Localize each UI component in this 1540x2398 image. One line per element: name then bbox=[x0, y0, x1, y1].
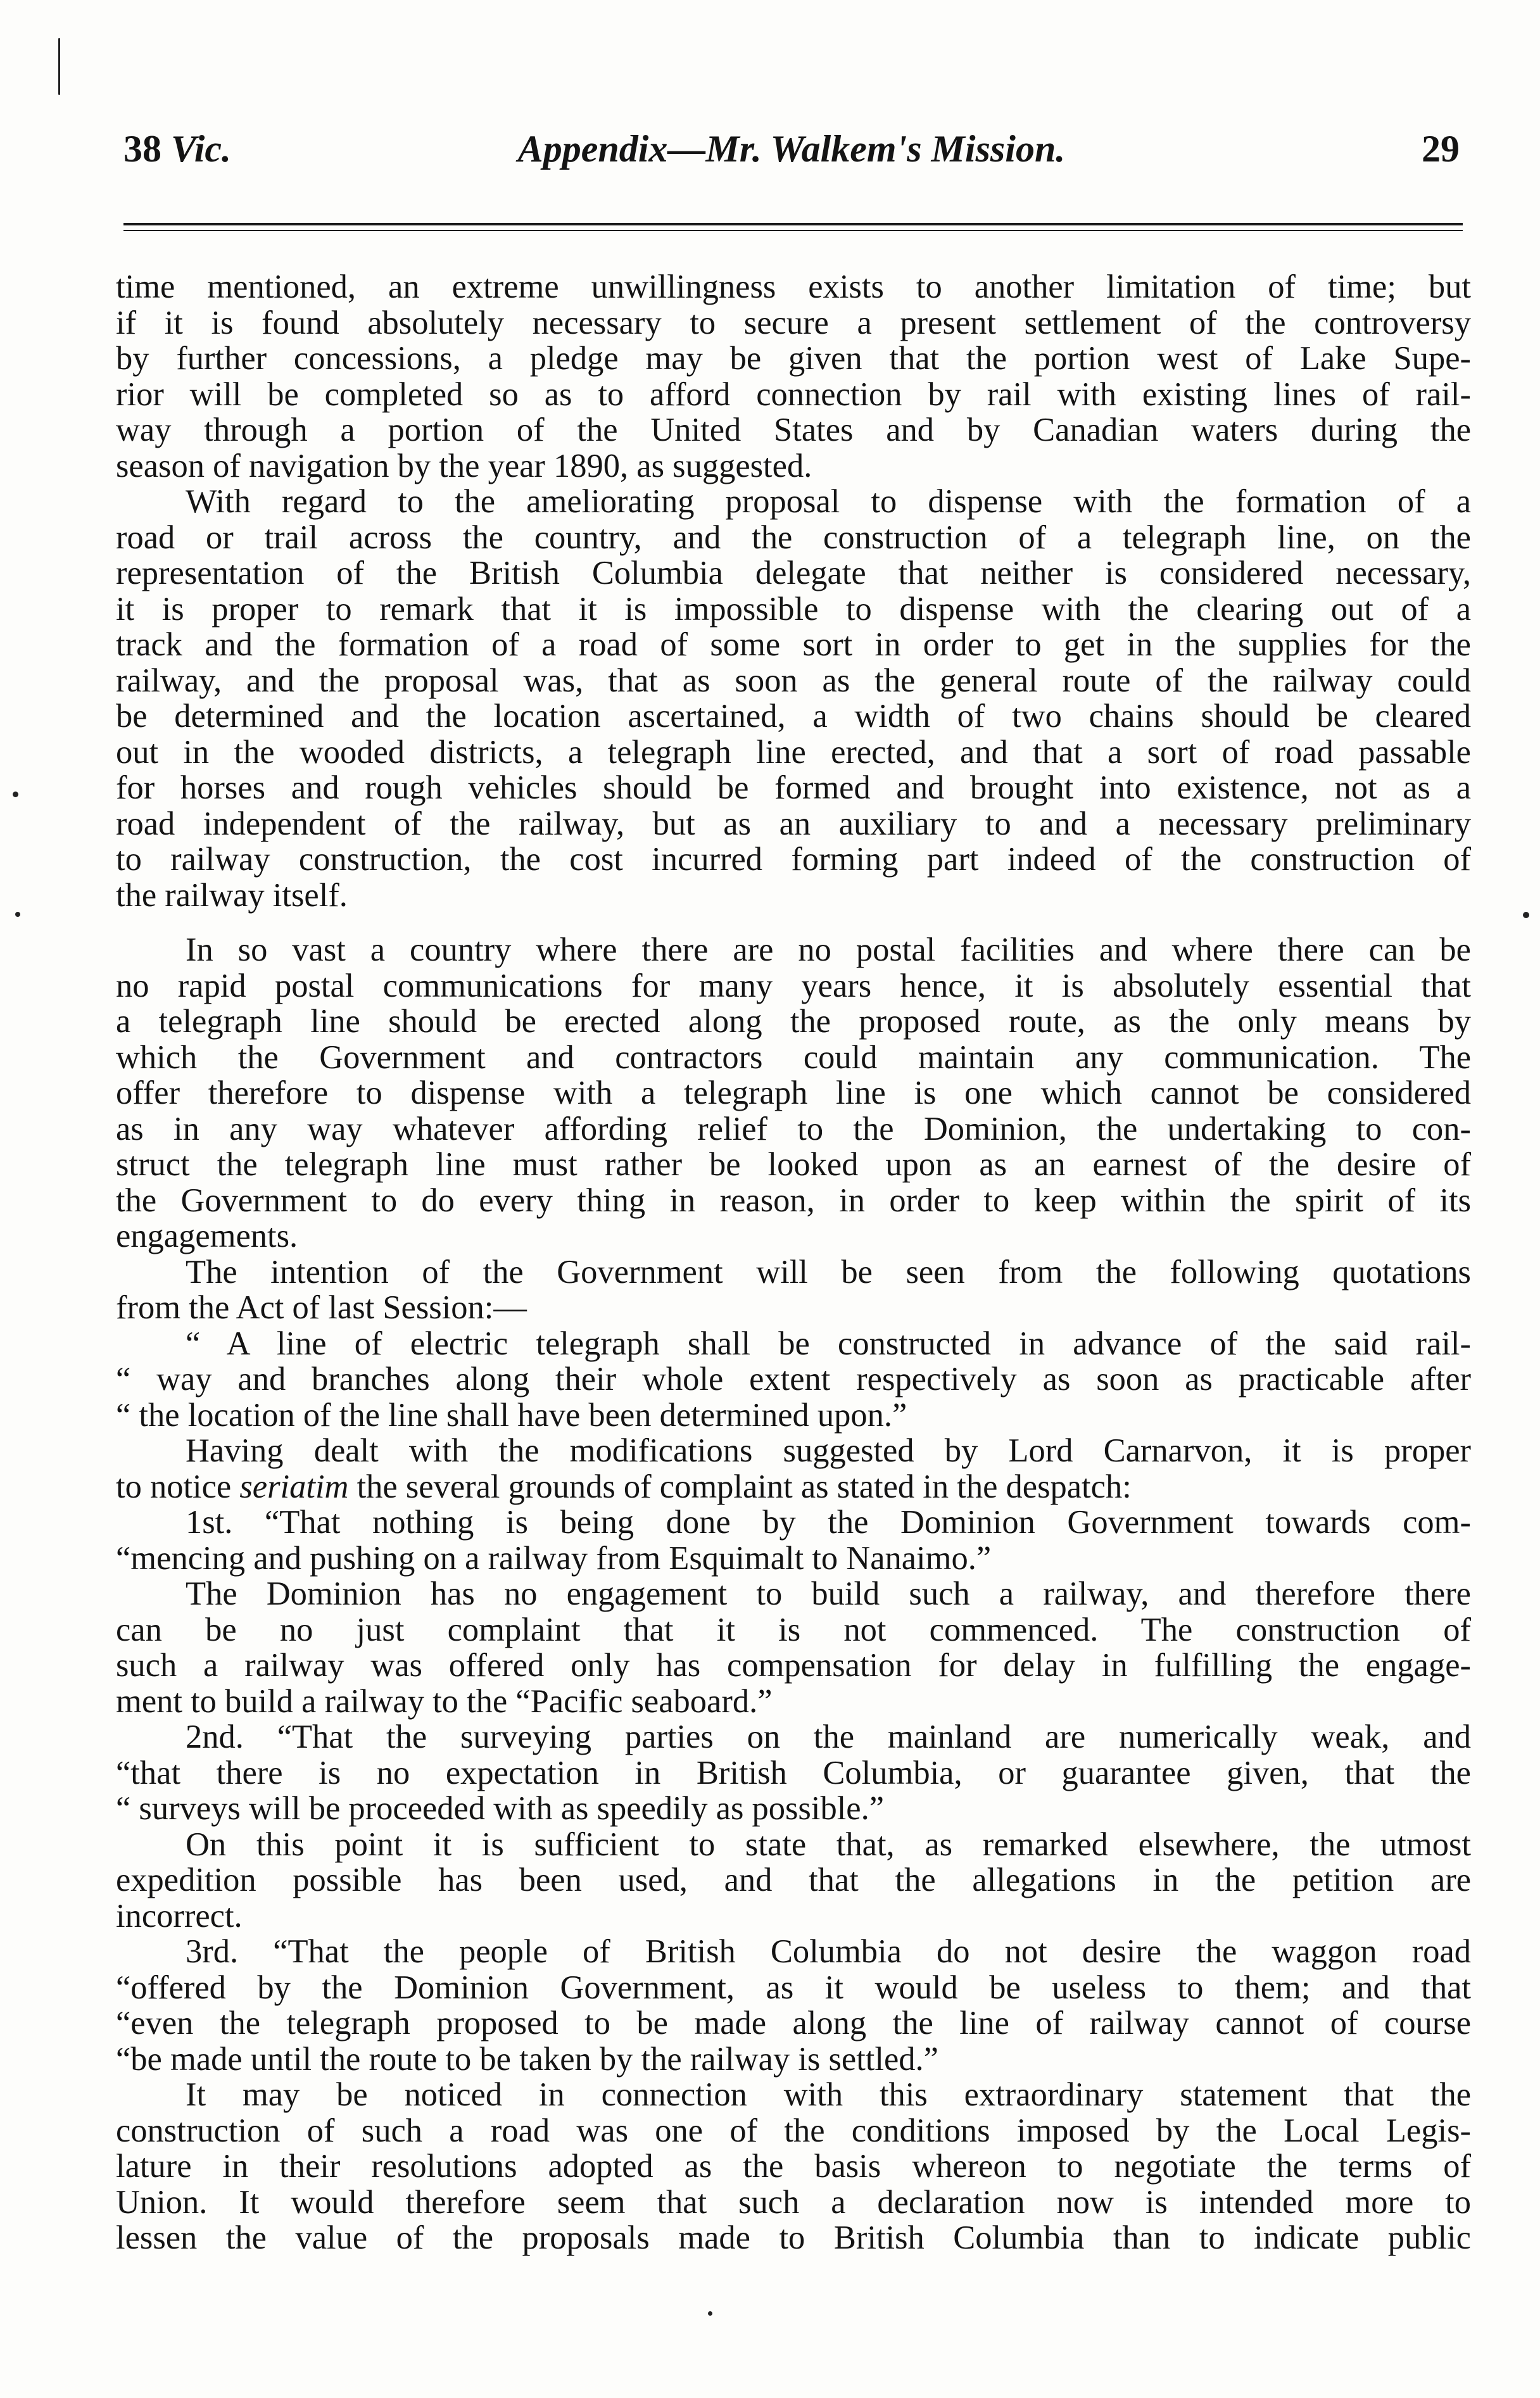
text-line: “even the telegraph proposed to be made along the line of railway cannot of course bbox=[116, 2005, 1471, 2041]
text-line: representation of the British Columbia delegate that neither is considered necessary, bbox=[116, 555, 1471, 591]
text-line: for horses and rough vehicles should be formed and brought into existence, not as a bbox=[116, 769, 1471, 806]
text-line: 2nd. “That the surveying parties on the mainland are numerically weak, and bbox=[186, 1719, 1471, 1755]
scan-speck bbox=[15, 912, 20, 917]
scan-speck bbox=[13, 792, 18, 797]
text-line: road or trail across the country, and the construction of a telegraph line, on the bbox=[116, 519, 1471, 556]
text-line: incorrect. bbox=[116, 1897, 243, 1934]
text-line: “ surveys will be proceeded with as speedily as possible.” bbox=[116, 1790, 885, 1827]
text-line: The intention of the Government will be seen from the following quotations bbox=[186, 1253, 1471, 1291]
text-line: the Government to do every thing in reason, in order to keep within the spirit of its bbox=[116, 1182, 1471, 1219]
text-line: With regard to the ameliorating proposal to dispense with the formation of a bbox=[186, 483, 1471, 520]
text-line: “be made until the route to be taken by the railway is settled.” bbox=[116, 2040, 938, 2078]
text-line: rior will be completed so as to afford connection by rail with existing lines of rail- bbox=[116, 375, 1471, 413]
text-line: be determined and the location ascertained, a width of two chains should be cleared bbox=[116, 698, 1471, 735]
text-line: such a railway was offered only has compensation for delay in fulfilling the engage- bbox=[116, 1647, 1471, 1684]
text-line: Having dealt with the modifications suggested by Lord Carnarvon, it is proper bbox=[186, 1432, 1471, 1469]
text-line: out in the wooded districts, a telegraph line erected, and that a sort of road passable bbox=[116, 733, 1471, 771]
text-line: “offered by the Dominion Government, as it would be useless to them; and that bbox=[116, 1969, 1471, 2006]
text-line: “that there is no expectation in British Columbia, or guarantee given, that the bbox=[116, 1754, 1471, 1791]
page-number: 29 bbox=[1422, 128, 1460, 170]
body-text bbox=[116, 269, 1471, 2256]
text-line: can be no just complaint that it is not commenced. The construction of bbox=[116, 1611, 1471, 1648]
text-line: to railway construction, the cost incurred forming part indeed of the construction of bbox=[116, 841, 1471, 878]
text-line: 3rd. “That the people of British Columbia do not desire the waggon road bbox=[186, 1933, 1471, 1970]
text-line: road independent of the railway, but as an auxiliary to and a necessary preliminary bbox=[116, 805, 1471, 842]
text-line: time mentioned, an extreme unwillingness exists to another limitation of time; but bbox=[116, 268, 1471, 305]
text-line: 1st. “That nothing is being done by the Dominion Government towards com- bbox=[186, 1504, 1471, 1541]
header-rule-thick bbox=[123, 223, 1463, 225]
text-line: offer therefore to dispense with a telegraph line is one which cannot be considered bbox=[116, 1075, 1471, 1111]
text-line: struct the telegraph line must rather be looked upon as an earnest of the desire of bbox=[116, 1146, 1471, 1183]
text-line: ment to build a railway to the “Pacific seaboard.” bbox=[116, 1682, 773, 1720]
text-line: as in any way whatever affording relief to the Dominion, the undertaking to con- bbox=[116, 1110, 1471, 1147]
text-line: It may be noticed in connection with this extraordinary statement that the bbox=[186, 2076, 1471, 2113]
session-number: 38 bbox=[123, 128, 161, 170]
session-suffix: Vic. bbox=[171, 128, 232, 170]
text-line: railway, and the proposal was, that as soon as the general route of the railway could bbox=[116, 662, 1471, 699]
text-line: if it is found absolutely necessary to secure a present settlement of the controversy bbox=[116, 304, 1471, 341]
text-line: “ the location of the line shall have been determined upon.” bbox=[116, 1396, 907, 1434]
text-line: construction of such a road was one of the conditions imposed by the Local Legis- bbox=[116, 2112, 1471, 2149]
text-line: “ way and branches along their whole extent respectively as soon as practicable after bbox=[116, 1361, 1471, 1398]
text-line: no rapid postal communications for many years hence, it is absolutely essential that bbox=[116, 967, 1471, 1004]
text-line: which the Government and contractors could maintain any communication. The bbox=[116, 1038, 1471, 1076]
scan-speck bbox=[708, 2311, 712, 2316]
text-line: On this point it is sufficient to state that, as remarked elsewhere, the utmost bbox=[186, 1826, 1471, 1863]
text-line: it is proper to remark that it is impossible to dispense with the clearing out of a bbox=[116, 590, 1471, 628]
text-line: “ A line of electric telegraph shall be constructed in advance of the said rail- bbox=[186, 1325, 1471, 1362]
text-line: engagements. bbox=[116, 1218, 298, 1254]
text-line: from the Act of last Session:— bbox=[116, 1289, 527, 1326]
scan-speck bbox=[58, 38, 60, 95]
text-line: In so vast a country where there are no postal facilities and where there can be bbox=[186, 931, 1471, 968]
text-line: by further concessions, a pledge may be given that the portion west of Lake Supe- bbox=[116, 340, 1471, 377]
italic-term: seriatim bbox=[239, 1468, 349, 1505]
text-line: expedition possible has been used, and that the allegations in the petition are bbox=[116, 1862, 1471, 1898]
text-line: a telegraph line should be erected along the proposed route, as the only means by bbox=[116, 1003, 1471, 1040]
text-line: Union. It would therefore seem that such a declaration now is intended more to bbox=[116, 2183, 1471, 2221]
text-line: the railway itself. bbox=[116, 876, 348, 914]
text-line: season of navigation by the year 1890, as suggested. bbox=[116, 447, 812, 484]
text-line: track and the formation of a road of some sort in order to get in the supplies for the bbox=[116, 626, 1471, 663]
scan-speck bbox=[1523, 912, 1529, 918]
text-line: lature in their resolutions adopted as the basis whereon to negotiate the terms of bbox=[116, 2148, 1471, 2185]
running-title: Appendix—Mr. Walkem's Mission. bbox=[517, 128, 1066, 170]
header-rule-thin bbox=[123, 230, 1463, 231]
text-line: The Dominion has no engagement to build such a railway, and therefore there bbox=[186, 1575, 1471, 1612]
text-line: “mencing and pushing on a railway from Esquimalt to Nanaimo.” bbox=[116, 1539, 992, 1577]
text-line: way through a portion of the United States and by Canadian waters during the bbox=[116, 412, 1471, 448]
running-header bbox=[123, 120, 1460, 177]
text-line: lessen the value of the proposals made to British Columbia than to indicate public bbox=[116, 2219, 1471, 2256]
text-line: to notice seriatim the several grounds of complaint as stated in the despatch: bbox=[116, 1468, 1132, 1505]
